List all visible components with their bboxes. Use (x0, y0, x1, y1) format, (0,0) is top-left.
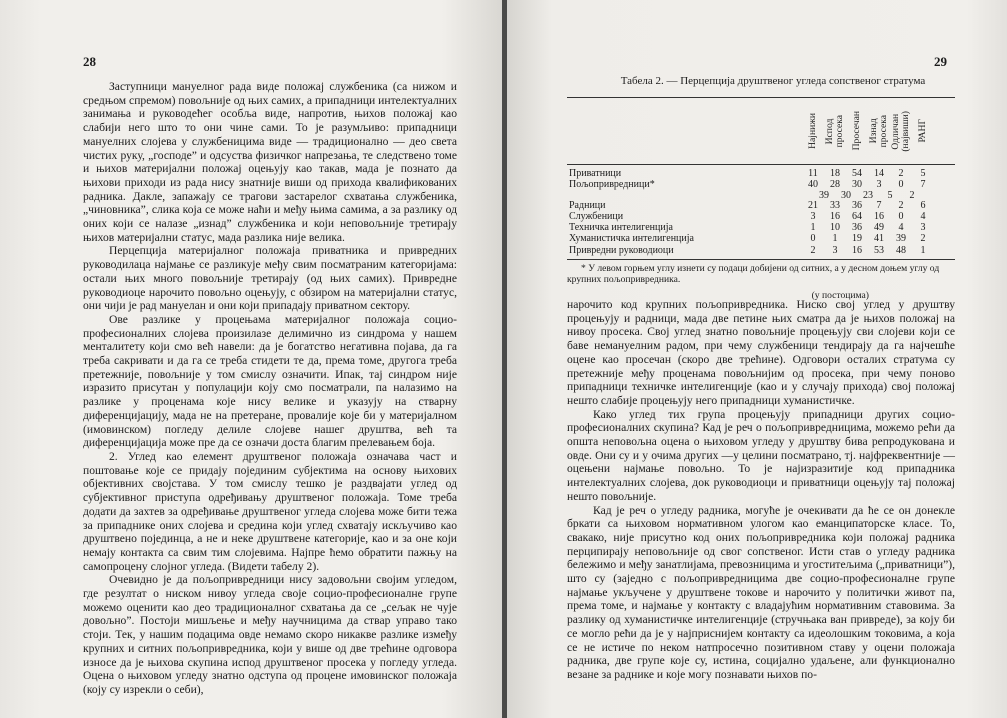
paragraph: Кад је реч о угледу радника, могуће је очекивати да ће се он донекле бркати са њиховом нормативном улогом као еманципаторске класе. То, свакако, није присутно код оних пољопривредника који положај радника перципирају неповољније од свог сопственог. Исти став о угледу радника бележимо и међу занатлијама, превозницима и угоститељима („приватници”), што су (заједно с пољопривредницима две социо-професионалне групе најмање укључене у друштвене токове и нарочито у политички живот па, према томе, и најмање у контакту с владајућим нормативним ставовима. За разлику од хуманистичке интелигенције (стручњака ван привреде), за коју би се могло рећи да је у најприснијем контакту са идеолошким токовима, а која се не истиче по неком натпросечно позитивном ставу у оцени положаја радника, две групе које су, истина, социјално удаљене, али функционално везане за раднике и које могу познавати њихов по- (567, 503, 955, 681)
paragraph: Заступници мануелног рада виде положај службеника (са нижом и средњом спремом) повољније од њих самих, а припадници интелектуалних занимања и руководећег особља виде, напротив, њихов положај као слабији него што то они чине сами. То је разумљиво: припадници мануелних слојева у службеницима виде — традиционално — део света чистих руку, „господе” и одсуства физичког напрезања, те следствено томе и њихов материјални положај оцењују као такав, мада је познато да њихови приходи из рада нису знатније виши од прихода квалификованих радника. Дакле, запажају се трагови застарелог схватања службеника, „чиновника”, слика која се може наћи и међу њима самима, а за разлику од оних који се налазе „изнад” службеника и који неповољније третирају њихов материјални статус, мада разлика није велика. (83, 80, 457, 244)
column-header (915, 104, 931, 158)
right-page (507, 0, 1007, 718)
column-header (824, 104, 845, 158)
table-cell: 3 (876, 179, 882, 191)
table-cell: 30 (841, 189, 851, 201)
table-caption: Табела 2. — Перцепција друштвеног угледа сопственог стратума (620, 75, 926, 87)
column-header-label: Изнад просека (868, 114, 889, 148)
table-cell: 33 (830, 199, 840, 211)
table-cell: 10 (830, 222, 840, 234)
row-label: Пољопривредници* (569, 179, 655, 191)
paragraph: Очевидно је да пољопривредници нису задовољни својим угледом, где резултат о ниском нивоу угледа своје социо-професионалне групе можемо оценити као део традиционалног схватања да се „сељак не чује довољно”. Постоји мишљење и међу научницима да ствар управо тако стоји. Тек, у нашим подацима овде немамо скоро никакве разлике између крупних и ситних пољопривредника, који у више од две трећине одговора износе да је њихова скупина испод друштвеног просека у погледу угледа. Оцена о њиховом угледу знатно одступа од процене имовинског положаја (коју су изрекли о себи), (83, 573, 457, 696)
table-cell: 40 (808, 179, 818, 191)
row-label: Радници (569, 199, 606, 211)
left-page (0, 0, 502, 718)
table-cell: 1 (832, 233, 838, 245)
table-cell: 3 (810, 210, 816, 222)
table-row (567, 233, 955, 244)
table-cell: 41 (874, 233, 884, 245)
table-cell: 4 (898, 222, 904, 234)
table-cell: 1 (920, 244, 926, 256)
table-row (567, 245, 955, 256)
table-cell: 36 (852, 222, 862, 234)
row-label: Службеници (569, 210, 624, 222)
column-header-label: Најнижи (807, 113, 818, 149)
row-label: Техничка интелигенција (569, 222, 673, 234)
table-row (567, 179, 955, 190)
table-cell: 4 (920, 210, 926, 222)
table-cell: 2 (898, 168, 904, 179)
table-row (567, 191, 955, 200)
table-cell: 30 (852, 179, 862, 191)
table-cell: 2 (920, 233, 926, 245)
table-cell: 0 (898, 179, 904, 191)
table-row (567, 200, 955, 211)
paragraph: Како углед тих група процењују припадници других социо-професионалних скупина? Кад је реч о пољопривредницима, можемо рећи да општа неповољна оцена о њиховом угледу у друштву бива репродукована и овде. Они су и у очима других —у целини посматрано, тј. најфреквентније — оцењени најмање повољно. То је најизразитије код припадника интелектуалних слојева, док руководиоци и приватници оцењују тај положај нешто повољније. (567, 407, 955, 503)
table-cell: 16 (874, 210, 884, 222)
table-cell: 49 (874, 222, 884, 234)
page-number: 29 (934, 54, 947, 69)
table-cell: 2 (810, 244, 816, 256)
table-cell: 39 (819, 189, 829, 201)
table-row (567, 211, 955, 222)
paragraph: нарочито код крупних пољопривредника. Ниско свој углед у друштву процењују и радници, мада две петине њих сматра да је њихов положај на нивоу просека. Свој углед знатно повољније процењују сви слојеви који се баве немануелним радом, при чему службеници тендирају да га најчешће оцене као просечан (скоро две трећине). Одговори осталих стратума су претежније међу проценама повољнијим од просека, при чему поново припадници техничке интелигенције (као и у случају прихода) свој положај нешто слабије процењују него припадници хуманистичке. (567, 298, 955, 407)
paragraph: Перцепција материјалног положаја приватника и привредних руководилаца најмање се разликује међу свим посматраним категоријама: остали њих много повољније третирају (од њих самих). Привредне руководиоце нарочито повољно оцењују, с обзиром на материјални статус, они чији је рад мануелан и они који припадају приватном сектору. (83, 244, 457, 313)
column-header (849, 104, 865, 158)
table-cell: 48 (896, 244, 906, 256)
table-cell: 0 (898, 210, 904, 222)
table-cell: 23 (863, 189, 873, 201)
body-text (83, 80, 457, 697)
table-cell: 64 (852, 210, 862, 222)
table-cell: 16 (830, 210, 840, 222)
table-cell: 11 (808, 168, 818, 179)
table-cell: 5 (920, 168, 926, 179)
table-header (567, 97, 955, 165)
row-label: Хуманистичка интелигенција (569, 233, 694, 245)
table-cell: 53 (874, 244, 884, 256)
data-table (567, 97, 955, 260)
table-cell: 5 (887, 189, 893, 201)
column-header-label: РАНГ (917, 119, 928, 143)
table-cell: 0 (810, 233, 816, 245)
table-body (567, 165, 955, 260)
table-cell: 2 (898, 199, 904, 211)
row-label: Привредни руководиоци (569, 244, 674, 256)
body-text (567, 298, 955, 682)
column-header (805, 104, 821, 158)
page-number: 28 (83, 54, 96, 69)
row-label: Приватници (569, 168, 622, 179)
table-cell: 1 (810, 222, 816, 234)
table-cell: 14 (874, 168, 884, 179)
unit-note: (у постоцима) (811, 290, 869, 301)
table-cell: 36 (852, 199, 862, 211)
table-cell: 3 (920, 222, 926, 234)
column-header-label: Одличан (највиши) (890, 110, 911, 152)
column-header-label: Просечан (851, 111, 862, 151)
table-row (567, 168, 955, 179)
table-cell: 6 (920, 199, 926, 211)
table-cell: 7 (920, 179, 926, 191)
column-header-label: Испод просека (824, 114, 845, 148)
table-cell: 7 (876, 199, 882, 211)
table-cell: 39 (896, 233, 906, 245)
table-cell: 18 (830, 168, 840, 179)
footnote-text: * У левом горњем углу изнети су подаци добијени од ситних, а у десном доњем углу од крупних пољопривредника. (567, 263, 940, 285)
table-row (567, 222, 955, 233)
table-cell: 54 (852, 168, 862, 179)
table-cell: 19 (852, 233, 862, 245)
paragraph: 2. Углед као елемент друштвеног положаја означава част и поштовање које се придају појединим субјектима на основу њихових објективних својстава. У том смислу тешко је раздвајати углед од субјективног приступа одређивању друштвеног положаја. Томе треба додати да захтев за одређивање друштвеног угледа слојева може бити тежа за припаднике оних слојева и средина који углед схватају искључиво као друштвено појединца, а не и неке друштвене категорије, као и за оне који немају контакта са свим тим слојевима. Најпре ћемо обратити пажњу на самопроцену слојног угледа. (Видети табелу 2). (83, 449, 457, 573)
table-cell: 28 (830, 179, 840, 191)
table-cell: 16 (852, 244, 862, 256)
column-header (868, 104, 889, 158)
paragraph: Ове разлике у процењама материјалног положаја социо-професионалних слојева произилазе делимично из синдрома у нашем менталитету који смо већ навели: да је богатство негативна појава, да га треба сакривати и да га се треба стидети те да, према томе, другога треба претежније, повољније у том смислу означити. Ипак, тај синдром није изразито присутан у популацији коју смо посматрали, па налазимо на разлике у проценама које нису велике и указују на стварну диференцијацију, мада не на претеране, провалије које би у материјалном (имовинском) погледу делиле слојеве нашег друштва, већ та диференцијација може пре да се означи доста благим прелевањем боја. (83, 312, 457, 450)
table-cell: 2 (909, 189, 915, 201)
table-cell: 3 (832, 244, 838, 256)
column-header (890, 104, 911, 158)
table-cell: 21 (808, 199, 818, 211)
table-footnote (567, 263, 955, 301)
